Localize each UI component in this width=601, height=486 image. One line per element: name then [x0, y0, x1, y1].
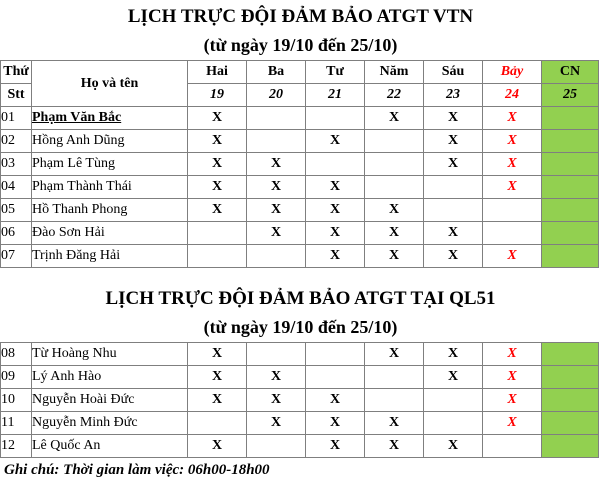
duty-mark: X [424, 130, 483, 153]
row-name: Nguyễn Minh Đức [32, 412, 188, 435]
duty-mark: X [365, 199, 424, 222]
duty-mark [483, 435, 542, 458]
duty-mark: X [424, 222, 483, 245]
table-row [1, 245, 599, 268]
header-date-wed: 21 [306, 84, 365, 107]
duty-mark [365, 153, 424, 176]
sunday-cell [542, 389, 599, 412]
duty-mark: X [247, 153, 306, 176]
duty-mark: X [247, 366, 306, 389]
schedule-table-ql51 [0, 342, 599, 458]
table-row [1, 107, 599, 130]
duty-mark: X [247, 412, 306, 435]
row-stt: 06 [1, 222, 32, 245]
row-name-text: Phạm Văn Bắc [32, 110, 122, 125]
work-time-note: Ghi chú: Thời gian làm việc: 06h00-18h00 [4, 462, 270, 478]
duty-mark [247, 435, 306, 458]
header-day-wed: Tư [306, 61, 365, 84]
table-row [1, 435, 599, 458]
duty-mark [483, 199, 542, 222]
table-row [1, 130, 599, 153]
duty-mark: X [424, 153, 483, 176]
duty-mark: X [188, 435, 247, 458]
sunday-cell [542, 366, 599, 389]
duty-mark [188, 412, 247, 435]
schedule-subtitle-vtn: (từ ngày 19/10 đến 25/10) [203, 35, 398, 55]
duty-mark [424, 389, 483, 412]
row-stt: 01 [1, 107, 32, 130]
duty-mark [483, 222, 542, 245]
header-date-thu: 22 [365, 84, 424, 107]
duty-mark: X [365, 412, 424, 435]
duty-mark: X [424, 245, 483, 268]
duty-mark [365, 366, 424, 389]
duty-mark: X [483, 343, 542, 366]
row-name [32, 107, 188, 130]
table-row [1, 222, 599, 245]
duty-mark: X [483, 153, 542, 176]
schedule-table-vtn [0, 60, 599, 268]
table-row [1, 199, 599, 222]
header-day-sat: Bảy [483, 61, 542, 84]
row-name: Hồ Thanh Phong [32, 199, 188, 222]
duty-mark [188, 222, 247, 245]
duty-mark [247, 343, 306, 366]
duty-mark: X [306, 199, 365, 222]
duty-mark [365, 389, 424, 412]
header-date-sun: 25 [542, 84, 599, 107]
row-stt: 05 [1, 199, 32, 222]
header-day-thu: Năm [365, 61, 424, 84]
duty-mark: X [188, 366, 247, 389]
row-name: Trịnh Đăng Hải [32, 245, 188, 268]
duty-mark: X [483, 366, 542, 389]
header-thu: Thứ [1, 61, 32, 84]
duty-mark: X [365, 343, 424, 366]
table-row [1, 176, 599, 199]
schedule-title-ql51: LỊCH TRỰC ĐỘI ĐẢM BẢO ATGT TẠI QL51 [105, 288, 496, 309]
header-date-tue: 20 [247, 84, 306, 107]
duty-mark: X [483, 389, 542, 412]
schedule-subtitle-ql51: (từ ngày 19/10 đến 25/10) [203, 317, 398, 337]
schedule-title-vtn: LỊCH TRỰC ĐỘI ĐẢM BẢO ATGT VTN [127, 6, 474, 27]
sunday-cell [542, 107, 599, 130]
duty-mark [365, 130, 424, 153]
sunday-cell [542, 222, 599, 245]
header-name: Họ và tên [32, 61, 188, 107]
header-date-sat: 24 [483, 84, 542, 107]
sunday-cell [542, 435, 599, 458]
row-name: Lê Quốc An [32, 435, 188, 458]
duty-mark: X [483, 107, 542, 130]
table-row [1, 366, 599, 389]
table-row [1, 389, 599, 412]
duty-mark: X [424, 343, 483, 366]
row-name: Đào Sơn Hải [32, 222, 188, 245]
duty-mark: X [424, 435, 483, 458]
duty-mark: X [483, 130, 542, 153]
duty-mark: X [188, 153, 247, 176]
header-date-fri: 23 [424, 84, 483, 107]
duty-mark [247, 245, 306, 268]
duty-mark [306, 107, 365, 130]
duty-mark: X [306, 222, 365, 245]
row-stt: 12 [1, 435, 32, 458]
row-stt: 08 [1, 343, 32, 366]
duty-mark: X [365, 222, 424, 245]
sunday-cell [542, 130, 599, 153]
duty-mark: X [365, 245, 424, 268]
row-name: Phạm Lê Tùng [32, 153, 188, 176]
duty-mark [424, 199, 483, 222]
duty-mark: X [188, 389, 247, 412]
duty-mark: X [365, 435, 424, 458]
row-stt: 07 [1, 245, 32, 268]
duty-mark: X [306, 389, 365, 412]
header-day-mon: Hai [188, 61, 247, 84]
duty-mark: X [247, 222, 306, 245]
duty-mark: X [483, 412, 542, 435]
duty-mark: X [188, 130, 247, 153]
row-name: Lý Anh Hào [32, 366, 188, 389]
header-date-mon: 19 [188, 84, 247, 107]
row-stt: 10 [1, 389, 32, 412]
row-stt: 04 [1, 176, 32, 199]
table-row [1, 153, 599, 176]
sunday-cell [542, 199, 599, 222]
duty-mark [247, 130, 306, 153]
duty-mark: X [424, 366, 483, 389]
row-name: Từ Hoàng Nhu [32, 343, 188, 366]
duty-mark: X [188, 107, 247, 130]
header-row-days [1, 61, 599, 84]
row-name: Hồng Anh Dũng [32, 130, 188, 153]
duty-mark: X [306, 435, 365, 458]
row-stt: 02 [1, 130, 32, 153]
sunday-cell [542, 343, 599, 366]
duty-mark: X [247, 199, 306, 222]
table-row [1, 412, 599, 435]
header-stt: Stt [1, 84, 32, 107]
duty-mark: X [188, 199, 247, 222]
duty-mark: X [424, 107, 483, 130]
row-stt: 11 [1, 412, 32, 435]
duty-mark: X [188, 176, 247, 199]
duty-mark: X [188, 343, 247, 366]
row-name: Nguyễn Hoài Đức [32, 389, 188, 412]
duty-mark [188, 245, 247, 268]
header-day-sun: CN [542, 61, 599, 84]
sunday-cell [542, 153, 599, 176]
duty-mark: X [247, 176, 306, 199]
duty-mark: X [306, 176, 365, 199]
duty-mark [424, 176, 483, 199]
duty-mark: X [306, 245, 365, 268]
duty-mark: X [247, 389, 306, 412]
row-stt: 09 [1, 366, 32, 389]
header-day-tue: Ba [247, 61, 306, 84]
duty-mark [247, 107, 306, 130]
sunday-cell [542, 412, 599, 435]
duty-mark: X [365, 107, 424, 130]
table-row [1, 343, 599, 366]
duty-mark: X [483, 245, 542, 268]
duty-mark [424, 412, 483, 435]
duty-mark [306, 366, 365, 389]
sunday-cell [542, 245, 599, 268]
duty-mark [306, 343, 365, 366]
sunday-cell [542, 176, 599, 199]
row-name: Phạm Thành Thái [32, 176, 188, 199]
duty-mark: X [306, 130, 365, 153]
duty-mark [365, 176, 424, 199]
duty-mark [306, 153, 365, 176]
duty-mark: X [306, 412, 365, 435]
duty-mark: X [483, 176, 542, 199]
header-day-fri: Sáu [424, 61, 483, 84]
row-stt: 03 [1, 153, 32, 176]
